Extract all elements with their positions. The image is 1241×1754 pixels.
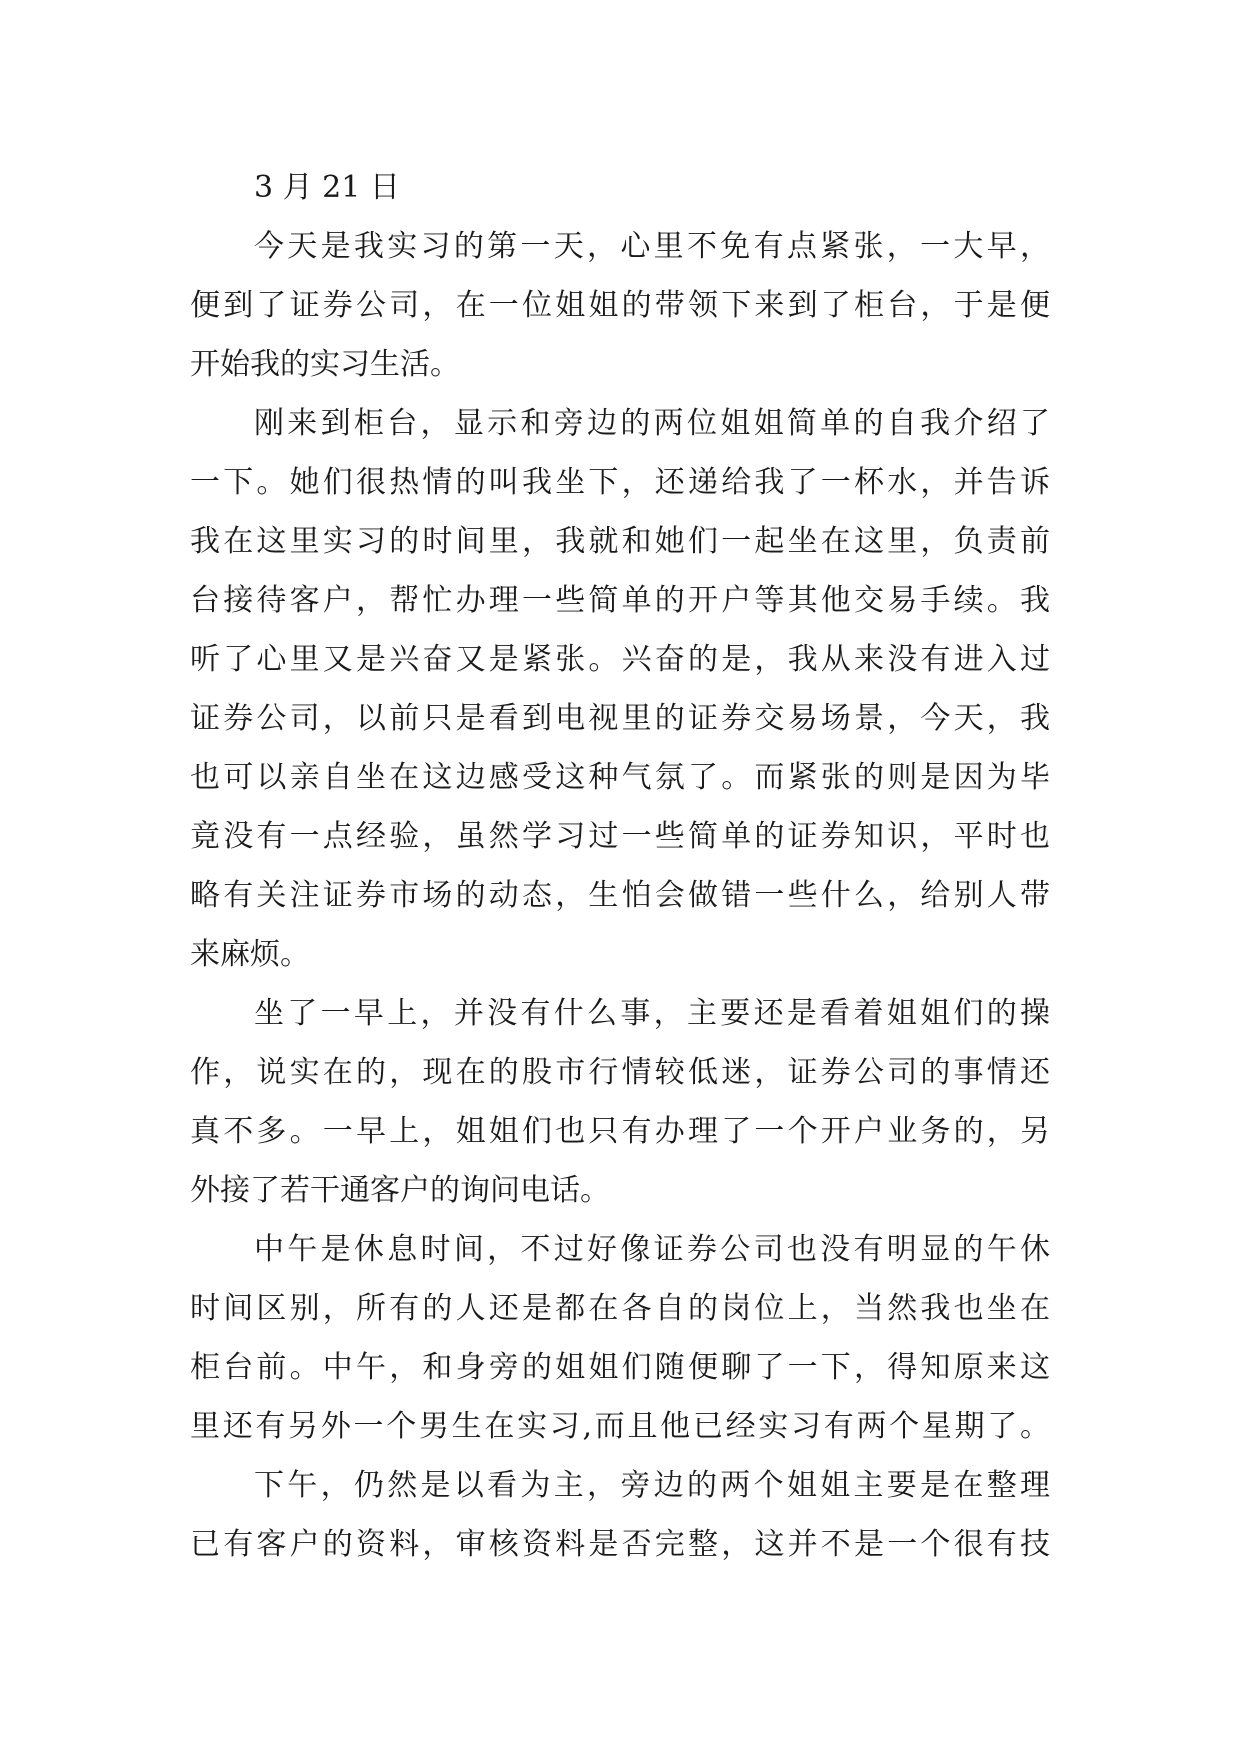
paragraph-line: 我在这里实习的时间里，我就和她们一起坐在这里，负责前 [190,524,1050,559]
paragraph-line: 里还有另外一个男生在实习,而且他已经实习有两个星期了。 [190,1409,1050,1444]
document-body [190,158,1050,1574]
date-heading: 3 月 21 日 [254,170,400,205]
paragraph-5 [190,1456,1050,1574]
paragraph-line: 开始我的实习生活。 [190,347,460,382]
paragraph-line: 听了心里又是兴奋又是紧张。兴奋的是，我从来没有进入过 [190,642,1050,677]
paragraph-line: 已有客户的资料，审核资料是否完整，这并不是一个很有技 [190,1527,1050,1562]
paragraph-line: 竟没有一点经验，虽然学习过一些简单的证券知识，平时也 [190,819,1050,854]
paragraph-line: 一下。她们很热情的叫我坐下，还递给我了一杯水，并告诉 [190,465,1050,500]
paragraph-line: 时间区别，所有的人还是都在各自的岗位上，当然我也坐在 [190,1291,1050,1326]
paragraph-line: 外接了若干通客户的询问电话。 [190,1173,610,1208]
paragraph-line: 略有关注证券市场的动态，生怕会做错一些什么，给别人带 [190,878,1050,913]
paragraph-line: 作，说实在的，现在的股市行情较低迷，证券公司的事情还 [190,1055,1050,1090]
paragraph-line: 今天是我实习的第一天，心里不免有点紧张，一大早， [254,229,1050,264]
paragraph-line: 真不多。一早上，姐姐们也只有办理了一个开户业务的，另 [190,1114,1050,1149]
paragraph-2 [190,394,1050,984]
paragraph-line: 来麻烦。 [190,937,310,972]
paragraph-3 [190,984,1050,1220]
paragraph-line: 下午，仍然是以看为主，旁边的两个姐姐主要是在整理 [254,1468,1050,1503]
paragraph-line: 柜台前。中午，和身旁的姐姐们随便聊了一下，得知原来这 [190,1350,1050,1385]
paragraph-line: 中午是休息时间，不过好像证券公司也没有明显的午休 [254,1232,1050,1267]
paragraph-1 [190,217,1050,394]
paragraph-line: 坐了一早上，并没有什么事，主要还是看着姐姐们的操 [254,996,1050,1031]
paragraph-line: 证券公司，以前只是看到电视里的证券交易场景，今天，我 [190,701,1050,736]
paragraph-line: 台接待客户，帮忙办理一些简单的开户等其他交易手续。我 [190,583,1050,618]
paragraph-line: 也可以亲自坐在这边感受这种气氛了。而紧张的则是因为毕 [190,760,1050,795]
paragraph-line: 便到了证券公司，在一位姐姐的带领下来到了柜台，于是便 [190,288,1050,323]
paragraph-4 [190,1220,1050,1456]
paragraph-line: 刚来到柜台，显示和旁边的两位姐姐简单的自我介绍了 [254,406,1050,441]
